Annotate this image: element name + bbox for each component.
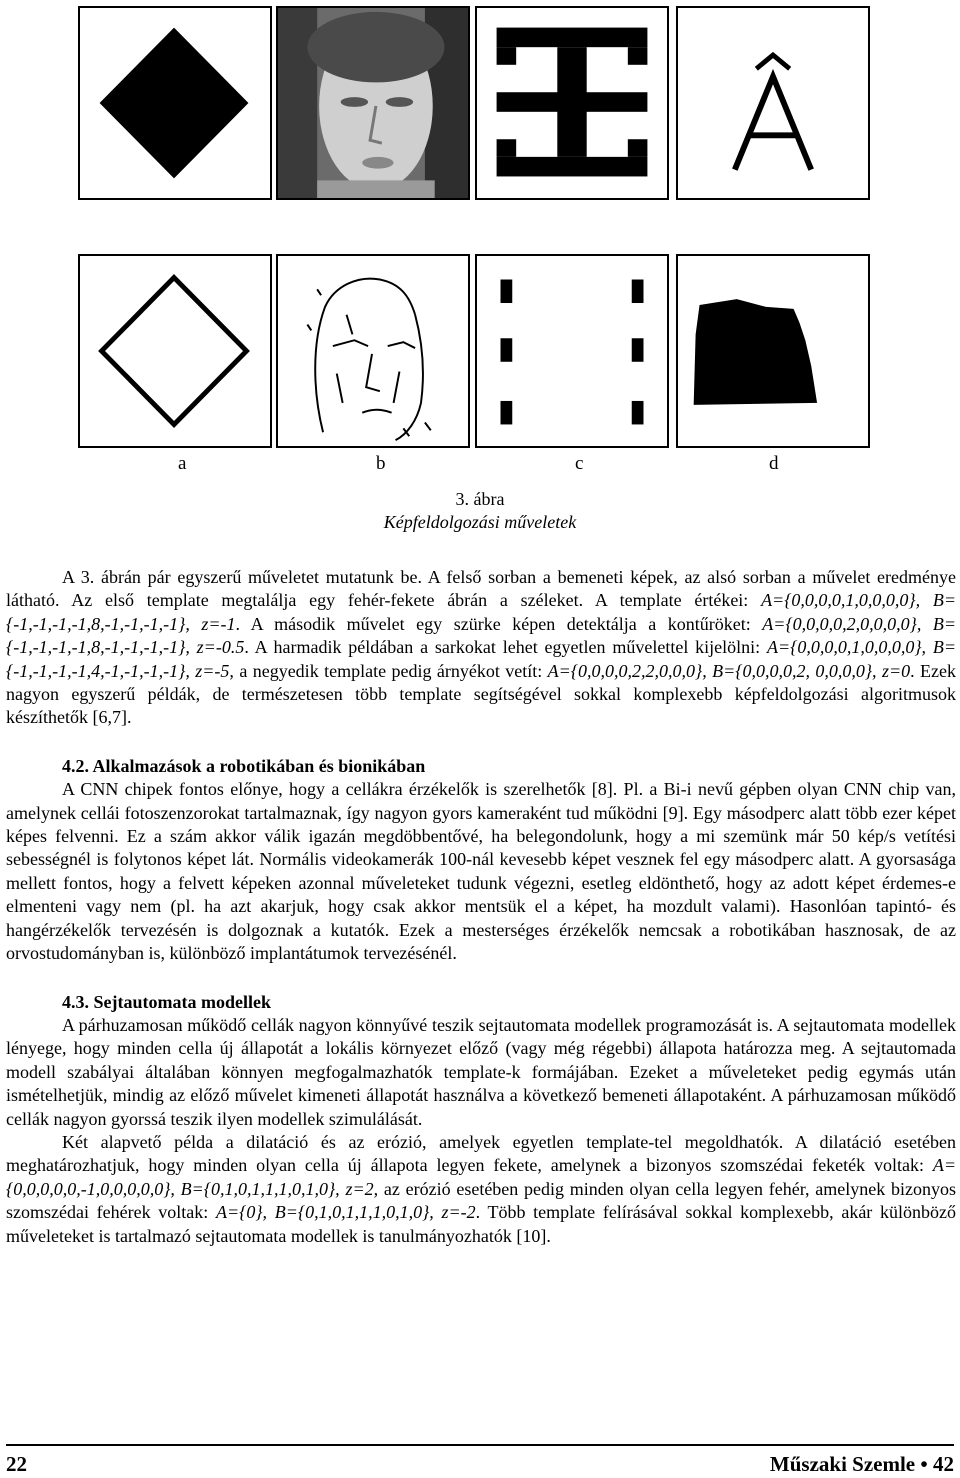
sec43-text-c: . Több template felírásával sokkal komplexebb, akár különböző műveleteket is tartalmazó sejtautomata modellek is tanulmányozhatók [10]. xyxy=(6,1202,956,1246)
footer-journal xyxy=(770,1452,954,1477)
sec43-formula-2: A={0}, B={0,1,0,1,1,1,0,1,0}, z=-2 xyxy=(216,1202,476,1223)
figure-panel-d-input xyxy=(676,6,870,200)
letter-a-circumflex-image xyxy=(678,8,868,198)
figure-panel-a-input xyxy=(78,6,272,200)
panel-label-b: b xyxy=(376,453,386,474)
section-4-2-heading: 4.2. Alkalmazások a robotikában és bionikában xyxy=(62,755,426,776)
figure-panel-b-input xyxy=(276,6,470,200)
grayscale-face-image xyxy=(278,8,468,198)
para1-formula-4: A={0,0,0,0,2,2,0,0,0}, B={0,0,0,0,2, 0,0,0,0}, z=0 xyxy=(547,660,911,681)
para1-text-d: a negyedik template pedig árnyékot vetít: xyxy=(233,660,548,681)
black-diamond-image xyxy=(80,8,270,198)
figure-panel-d-output xyxy=(676,254,870,448)
footer-page-right: 42 xyxy=(933,1452,954,1476)
para1-formula-3: A={0,0,0,0,1,0,0,0,0}, B={-1,-1,-1,-1,4,-1,-1,-1,-1}, z=-5, xyxy=(6,637,956,681)
bullet-icon: • xyxy=(920,1452,928,1476)
section-4-3-paragraph-1: A párhuzamosan működő cellák nagyon könnyűvé teszik sejtautomata modellek programozását is. A sejtautomata modellek lényege, hogy minden cella új állapotát a lokális környezet előző (vagy még régebbi) állapota határozza meg. A sejtautomada modell szabályai általában könnyen megfogalmazhatók template-k formájában. Ezeket a műveleteket pedig egymás után ismételhetjük, mindig az előző művelet kimeneti állapotát használva a következő bemeneti állapotaként. A párhuzamosan működő cellák nagyon gyorssá teszik ilyen modellek szimulálását. xyxy=(6,1014,956,1129)
diamond-edge-image xyxy=(80,256,270,446)
figure-panel-a-output xyxy=(78,254,272,448)
paragraph-templates xyxy=(6,566,956,730)
figure-panel-c-input xyxy=(475,6,669,200)
shadow-projection-image xyxy=(678,256,868,446)
figure-title: Képfeldolgozási műveletek xyxy=(383,512,577,532)
black-symbol-image xyxy=(477,8,667,198)
body-text xyxy=(6,566,956,1248)
footer-page-left: 22 xyxy=(6,1452,27,1476)
para1-text-c: . A harmadik példában a sarkokat lehet egyetlen művelettel kijelölni: xyxy=(244,637,767,658)
para1-formula-2: A={0,0,0,0,2,0,0,0,0}, B={-1,-1,-1,-1,8,-1,-1,-1,-1}, z=-0.5 xyxy=(6,613,957,658)
figure-panel-b-output xyxy=(276,254,470,448)
face-contour-image xyxy=(278,256,468,446)
sec43-text-b: az erózió esetében pedig minden olyan cella legyen fehér, amelynek bizonyos szomszédai fehérek voltak: xyxy=(6,1178,956,1223)
figure-number: 3. ábra xyxy=(455,489,505,509)
sec43-text-a: Két alapvető példa a dilatáció és az erózió, amelyek egyetlen template-tel megoldhatók. A dilatáció esetében meghatározhatjuk, hogy minden olyan cella új állapota legyen fekete, amelynek a bizonyos szomszédai feketék voltak: xyxy=(6,1131,956,1176)
para1-text-b: . A második művelet egy szürke képen detektálja a kontűröket: xyxy=(235,613,763,634)
section-4-3-paragraph-2 xyxy=(6,1131,956,1248)
figure-panel-c-output xyxy=(475,254,669,448)
journal-name: Műszaki Szemle xyxy=(769,1452,916,1476)
panel-label-a: a xyxy=(178,453,187,474)
panel-label-c: c xyxy=(575,453,584,474)
para1-text-a: A 3. ábrán pár egyszerű műveletet mutatunk be. A felső sorban a bemeneti képek, az alsó sorban a művelet eredménye látható. Az első template megtalálja egy fehér-fekete ábrán a széleket. A template értékei: xyxy=(6,567,956,611)
section-4-2-paragraph: A CNN chipek fontos előnye, hogy a cellákra érzékelők is szerelhetők [8]. Pl. a Bi-i nevű gépben olyan CNN chip van, amelynek cellái fotoszenzorokat tartalmaznak, így nagyon gyors kameraként tud működni [9]. Egy másodperc alatt több ezer képet képes felvenni. Ez a szám akkor válik igazán megdöbbentővé, ha belegondolunk, hogy a mi szemünk már 50 kép/s vetítési sebességnél is folytonos képet lát. Normális videokamerák 100-nál kevesebb képet vesznek fel egy másodperc alatt. A gyorsasága mellett fontos, hogy a felvett képeken azonnal műveleteket tudunk végezni, esetleg eldönthető, hogy az adott képet érdemes-e elmenteni vagy nem (pl. ha azt akarjuk, hogy csak akkor mentsük el a képet, ha mozdult valami). Hasonlóan tapintó- és hangérzékelők tervezésén is dolgoznak a kutatók. Ezek a mesterséges érzékelők nemcsak a robotikában hasznosak, de az orvostudományban is, különböző implantátumok tervezésénél. xyxy=(6,779,956,964)
para1-text-e: . Ezek nagyon egyszerű példák, de természetesen több template segítségével sokkal komplexebb képfeldolgozási algoritmusok készíthetők [6,7]. xyxy=(6,660,956,728)
sec43-formula-1: A={0,0,0,0,0,-1,0,0,0,0,0}, B={0,1,0,1,1,1,0,1,0}, z=2, xyxy=(6,1155,956,1199)
section-4-3-heading: 4.3. Sejtautomata modellek xyxy=(62,991,271,1012)
corner-detection-image xyxy=(477,256,667,446)
panel-label-d: d xyxy=(769,453,779,474)
footer-rule xyxy=(6,1444,954,1446)
para1-formula-1: A={0,0,0,0,1,0,0,0,0}, B={-1,-1,-1,-1,8,-1,-1,-1,-1}, z=-1 xyxy=(6,590,956,634)
